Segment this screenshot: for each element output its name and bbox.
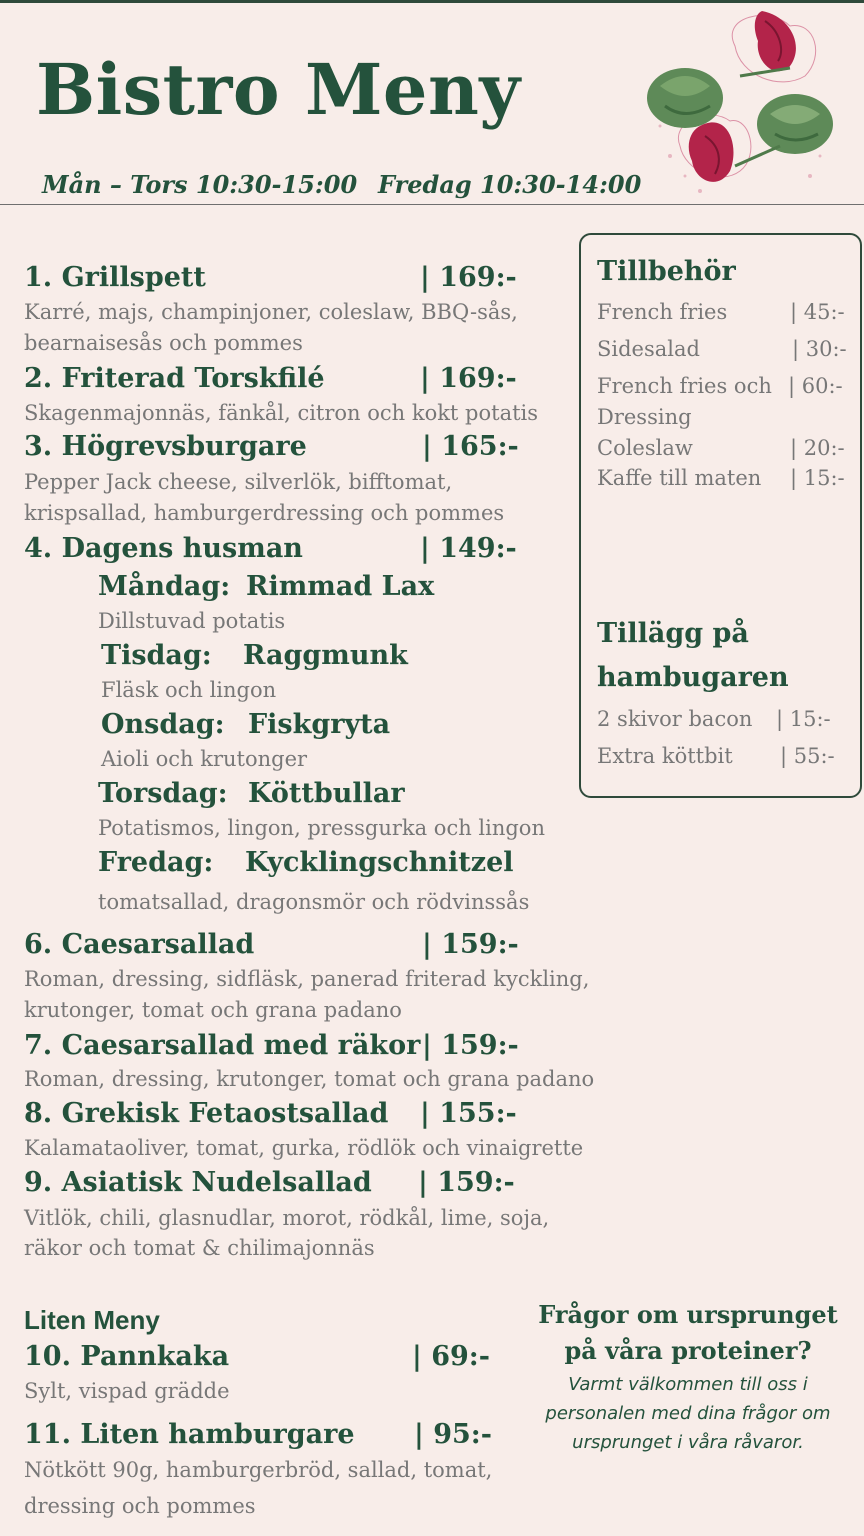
- husman-desc: Dillstuvad potatis: [98, 609, 286, 633]
- dish-price: | 169:-: [420, 262, 517, 293]
- side-name: French fries och: [597, 374, 772, 398]
- tillbehor-title: Tillbehör: [597, 256, 736, 287]
- husman-day: Fredag:: [98, 847, 214, 878]
- husman-desc: Potatismos, lingon, pressgurka och lingon: [98, 816, 545, 840]
- addon-name: 2 skivor bacon: [597, 707, 753, 731]
- dish-name: 9. Asiatisk Nudelsallad: [24, 1167, 372, 1198]
- dish-desc: räkor och tomat & chilimajonnäs: [24, 1236, 375, 1260]
- dish-desc: Sylt, vispad grädde: [24, 1379, 230, 1403]
- dish-name: 2. Friterad Torskfilé: [24, 363, 325, 394]
- side-name: Kaffe till maten: [597, 466, 762, 490]
- dish-name: 10. Pannkaka: [24, 1341, 230, 1372]
- dish-price: | 149:-: [420, 533, 517, 564]
- questions-text: Varmt välkommen till oss i: [568, 1374, 808, 1395]
- page-title: Bistro Meny: [36, 48, 521, 131]
- dish-desc: Vitlök, chili, glasnudlar, morot, rödkål, lime, soja,: [24, 1206, 550, 1230]
- dish-price: | 169:-: [420, 363, 517, 394]
- dish-name: 1. Grillspett: [24, 262, 206, 293]
- addon-price: | 55:-: [780, 744, 835, 768]
- dish-name: 4. Dagens husman: [24, 533, 303, 564]
- side-price: | 15:-: [790, 466, 845, 490]
- dish-desc: Pepper Jack cheese, silverlök, bifftomat,: [24, 470, 453, 494]
- header-divider: [0, 204, 864, 205]
- dish-price: | 95:-: [414, 1419, 492, 1450]
- dish-name: 8. Grekisk Fetaostsallad: [24, 1098, 389, 1129]
- dish-desc: Skagenmajonnäs, fänkål, citron och kokt potatis: [24, 401, 539, 425]
- husman-dish: Rimmad Lax: [246, 571, 435, 602]
- questions-title: Frågor om ursprunget: [538, 1300, 838, 1329]
- husman-dish: Kycklingschnitzel: [245, 847, 514, 878]
- side-name: Coleslaw: [597, 436, 693, 460]
- husman-dish: Raggmunk: [243, 640, 408, 671]
- dish-name: 11. Liten hamburgare: [24, 1419, 355, 1450]
- questions-title-cont: på våra proteiner?: [564, 1336, 812, 1365]
- husman-dish: Fiskgryta: [248, 709, 391, 740]
- dish-name: 7. Caesarsallad med räkor: [24, 1030, 421, 1061]
- questions-text: ursprunget i våra råvaror.: [572, 1432, 804, 1453]
- husman-day: Torsdag:: [98, 778, 228, 809]
- side-price: | 20:-: [790, 436, 845, 460]
- side-price: | 45:-: [790, 300, 845, 324]
- dish-name: 6. Caesarsallad: [24, 929, 255, 960]
- side-price: | 60:-: [788, 374, 843, 398]
- husman-desc: Aioli och krutonger: [101, 747, 308, 771]
- husman-day: Onsdag:: [101, 709, 225, 740]
- dish-desc: Roman, dressing, sidfläsk, panerad friterad kyckling,: [24, 967, 590, 991]
- tillagg-title-cont: hambugaren: [597, 662, 789, 693]
- dish-desc: bearnaisesås och pommes: [24, 331, 303, 355]
- husman-day: Tisdag:: [101, 640, 212, 671]
- husman-desc: Fläsk och lingon: [101, 678, 277, 702]
- husman-dish: Köttbullar: [248, 778, 405, 809]
- husman-desc: tomatsallad, dragonsmör och rödvinssås: [98, 890, 530, 914]
- dish-desc: krutonger, tomat och grana padano: [24, 998, 402, 1022]
- questions-text: personalen med dina frågor om: [545, 1403, 831, 1424]
- dish-desc: Roman, dressing, krutonger, tomat och grana padano: [24, 1067, 595, 1091]
- dish-price: | 159:-: [422, 1030, 519, 1061]
- top-rule: [0, 0, 864, 3]
- dish-desc: dressing och pommes: [24, 1494, 256, 1518]
- addon-name: Extra köttbit: [597, 744, 733, 768]
- dish-price: | 69:-: [412, 1341, 490, 1372]
- tillagg-title: Tillägg på: [597, 618, 749, 649]
- addon-price: | 15:-: [776, 707, 831, 731]
- dish-desc: Karré, majs, champinjoner, coleslaw, BBQ-sås,: [24, 300, 518, 324]
- hours-weekdays: Mån – Tors 10:30-15:00: [42, 170, 358, 199]
- dish-price: | 159:-: [422, 929, 519, 960]
- hours-friday: Fredag 10:30-14:00: [378, 170, 642, 199]
- side-price: | 30:-: [792, 337, 847, 361]
- side-name-cont: Dressing: [597, 405, 692, 429]
- side-name: French fries: [597, 300, 728, 324]
- dish-price: | 155:-: [420, 1098, 517, 1129]
- dish-price: | 159:-: [418, 1167, 515, 1198]
- artichoke-illustration: [640, 6, 840, 202]
- dish-desc: Kalamataoliver, tomat, gurka, rödlök och vinaigrette: [24, 1136, 584, 1160]
- dish-name: 3. Högrevsburgare: [24, 431, 307, 462]
- dish-price: | 165:-: [422, 431, 519, 462]
- side-name: Sidesalad: [597, 337, 700, 361]
- dish-desc: Nötkött 90g, hamburgerbröd, sallad, tomat,: [24, 1458, 493, 1482]
- liten-meny-title: Liten Meny: [24, 1305, 160, 1335]
- dish-desc: krispsallad, hamburgerdressing och pommes: [24, 501, 505, 525]
- husman-day: Måndag:: [98, 571, 231, 602]
